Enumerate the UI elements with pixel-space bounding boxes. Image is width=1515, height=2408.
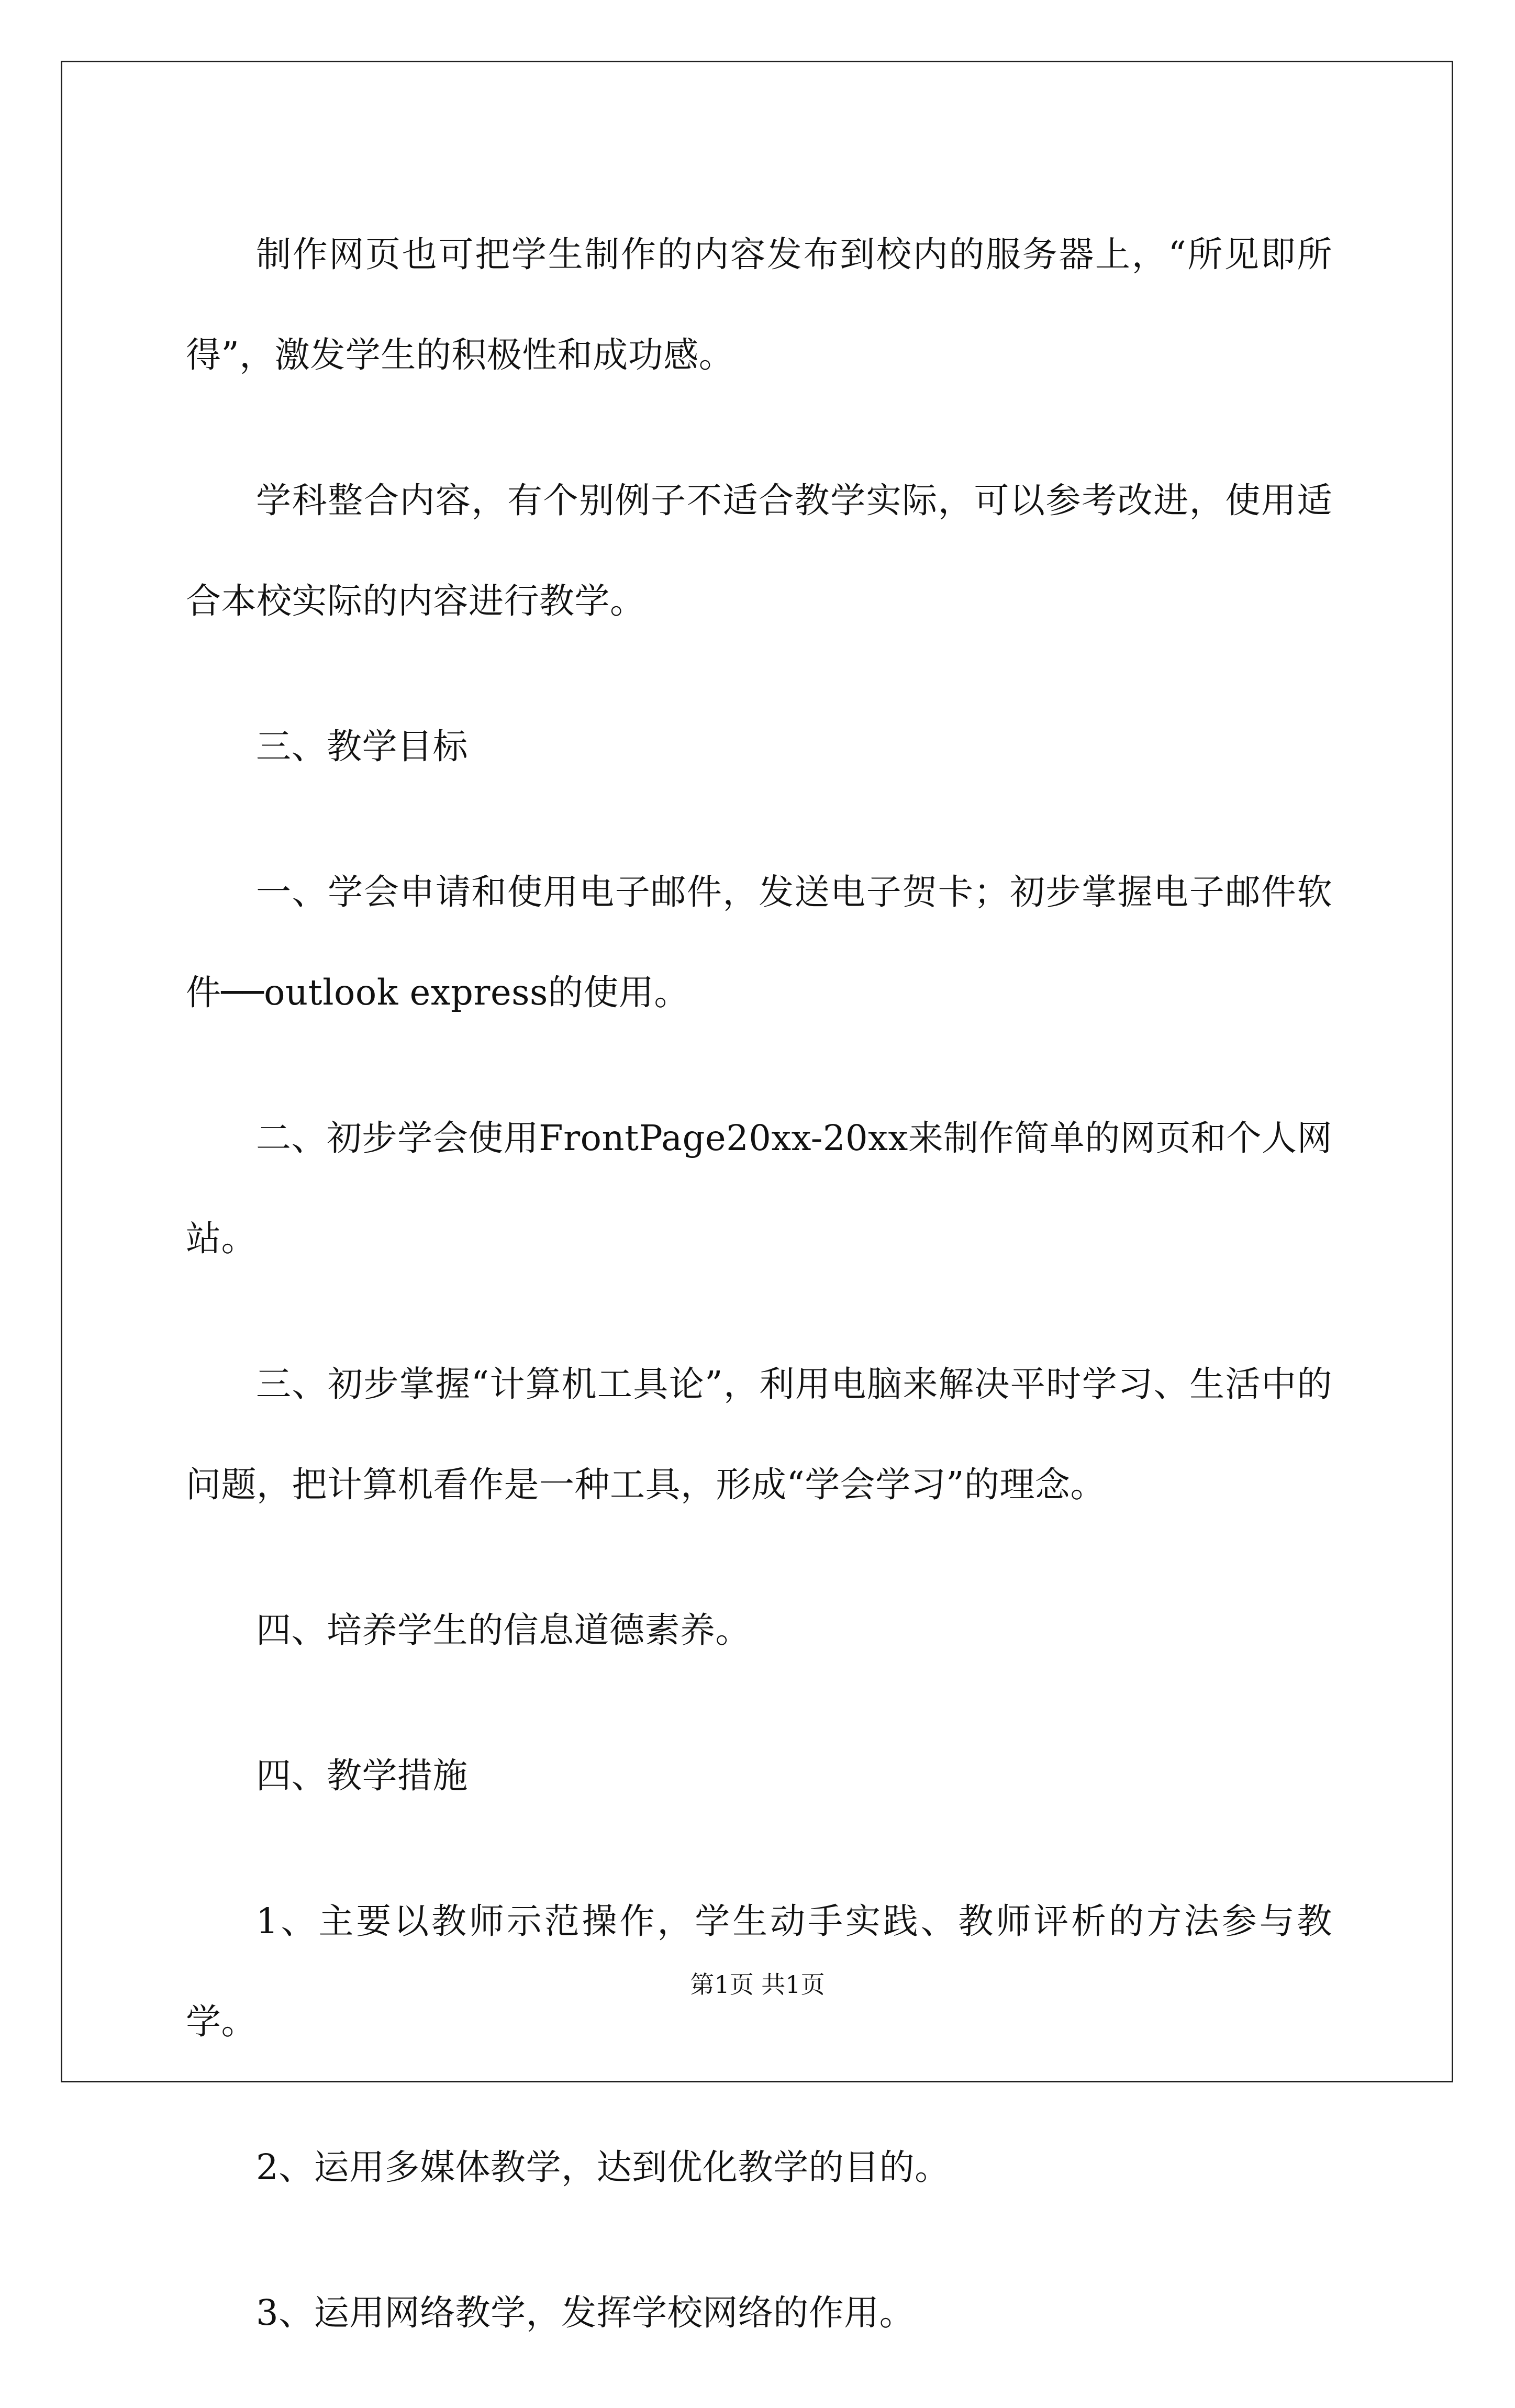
section-heading-objectives: 三、教学目标 — [256, 726, 468, 767]
page-number-footer: 第1页 共1页 — [690, 1970, 825, 1999]
paragraph-objective-4: 四、培养学生的信息道德素养。 — [256, 1610, 751, 1651]
paragraph-objective-2: 二、初步学会使用FrontPage20xx-20xx来制作简单的网页和个人网站。 — [186, 1118, 1332, 1259]
paragraph-1: 制作网页也可把学生制作的内容发布到校内的服务器上，“所见即所得”，激发学生的积极性和成功感。 — [186, 234, 1332, 375]
paragraph-objective-1: 一、学会申请和使用电子邮件，发送电子贺卡；初步掌握电子邮件软件──outlook express的使用。 — [186, 872, 1332, 1013]
paragraph-measure-1: 1、主要以教师示范操作，学生动手实践、教师评析的方法参与教学。 — [186, 1901, 1332, 2042]
paragraph-2: 学科整合内容，有个别例子不适合教学实际，可以参考改进，使用适合本校实际的内容进行教学。 — [186, 480, 1332, 621]
section-heading-measures: 四、教学措施 — [256, 1755, 468, 1796]
document-body — [186, 204, 1332, 2408]
paragraph-objective-3: 三、初步掌握“计算机工具论”，利用电脑来解决平时学习、生活中的问题，把计算机看作是一种工具，形成“学会学习”的理念。 — [186, 1364, 1332, 1505]
paragraph-measure-3: 3、运用网络教学，发挥学校网络的作用。 — [256, 2292, 915, 2333]
paragraph-measure-2: 2、运用多媒体教学，达到优化教学的目的。 — [256, 2147, 950, 2188]
